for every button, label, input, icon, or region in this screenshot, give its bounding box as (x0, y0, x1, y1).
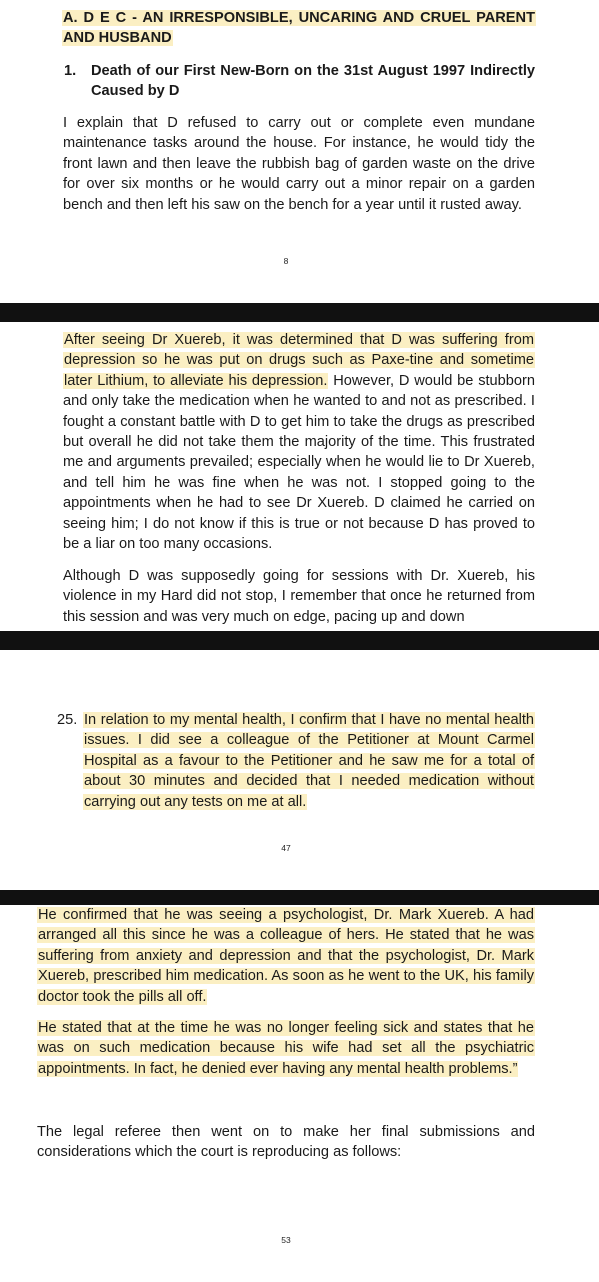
document-page-47 (0, 650, 599, 890)
page-separator (0, 631, 599, 650)
body-paragraph: I explain that D refused to carry out or complete even mundane maintenance tasks around the house. For instance, he would tidy the front lawn and then leave the rubbish bag of garden waste on the drive for over six months or he would carry out a minor repair on a garden bench and then left his saw on the bench for a year until it rusted away. (63, 115, 535, 213)
body-paragraph: The legal referee then went on to make her final submissions and considerations which the court is reproducing as follows: (37, 1124, 535, 1161)
page-separator (0, 890, 599, 905)
heading-highlight: A. D E C - AN IRRESPONSIBLE, UNCARING AND CRUEL PARENT AND HUSBAND (63, 10, 535, 47)
subsection-heading (64, 61, 535, 102)
body-paragraph (63, 330, 535, 554)
subsection-number: 1. (64, 63, 77, 79)
document-page-8 (0, 0, 599, 303)
quoted-paragraph (37, 1018, 535, 1079)
document-page-53 (0, 905, 599, 1282)
section-heading (62, 8, 536, 49)
quoted-paragraph (37, 905, 535, 1007)
page-number: 8 (283, 256, 289, 266)
paragraph-text: However, D would be stubborn and only take the medication when he wanted to and not as prescribed. I fought a constant battle with D to get him to take the drugs as prescribed but overall he did not take them the majority of the time. This frustrated me and arguments prevailed; especially when he would lie to Dr Xuereb, and tell him he was fine when he was not. I stopped going to the appointments when he had to see Dr Xuereb. D claimed he carried on seeing him; I do not know if this is true or not because D has proved to be a liar on too many occasions. (63, 372, 536, 553)
page-number: 47 (281, 843, 291, 853)
page-separator (0, 303, 599, 322)
highlighted-text: In relation to my mental health, I confirm that I have no mental health issues. I did see a colleague of the Petitioner at Mount Carmel Hospital as a favour to the Petitioner and he saw me for a total of about 30 minutes and decided that I needed medication without carrying out any tests on me at all. (84, 712, 534, 810)
page-number: 53 (281, 1235, 291, 1245)
subsection-title: Death of our First New-Born on the 31st August 1997 Indirectly Caused by D (91, 63, 535, 100)
highlighted-text: He confirmed that he was seeing a psychologist, Dr. Mark Xuereb. A had arranged all this since he was a colleague of hers. He stated that he was suffering from anxiety and depression and that the psychologist, Dr. Mark Xuereb, prescribed him medication. As soon as he went to the UK, his family doctor took the pills all off. (38, 907, 534, 1005)
item-body (57, 710, 535, 812)
highlighted-text: After seeing Dr Xuereb, it was determined that D was suffering from depression so he was put on drugs such as Paxe-tine and sometime later Lithium, to alleviate his depression. (64, 332, 534, 389)
highlighted-text: He stated that at the time he was no longer feeling sick and states that he was on such medication because his wife had set all the psychiatric appointments. In fact, he denied ever having any mental health problems.” (38, 1020, 534, 1077)
item-number: 25. (57, 712, 78, 728)
body-paragraph: Although D was supposedly going for sessions with Dr. Xuereb, his violence in my Hard did not stop, I remember that once he returned from this session and was very much on edge, pacing up and down (63, 568, 535, 625)
document-page-excerpt (0, 322, 599, 631)
numbered-paragraph (57, 710, 535, 812)
